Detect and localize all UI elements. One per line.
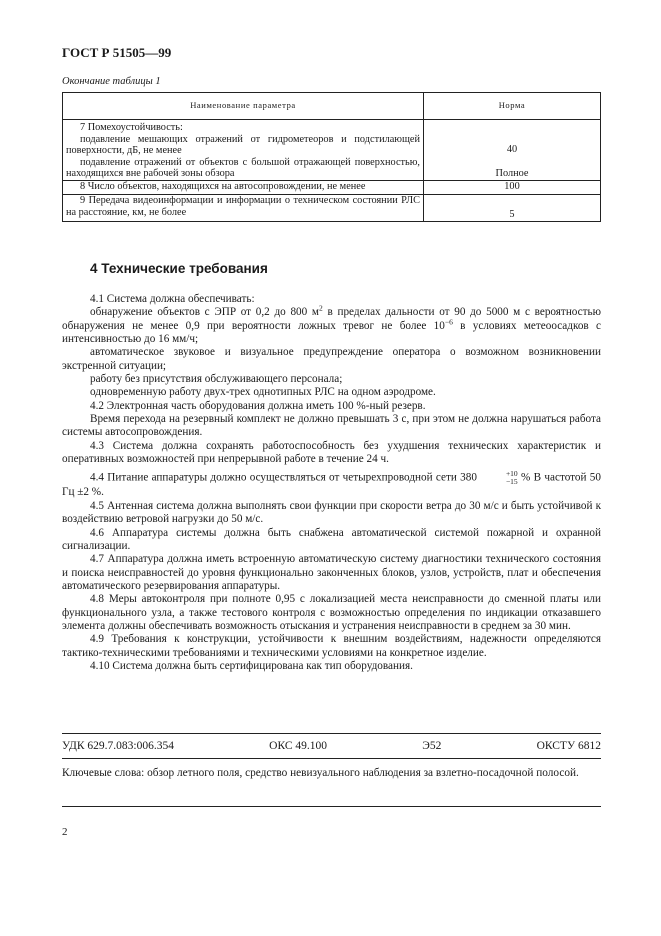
page-number: 2 [62,826,68,838]
table-row [63,181,601,195]
text-run: % В частотой 50 Гц ±2 %. [62,472,601,499]
footer-rule-top [62,733,601,734]
footer-rule-bottom [62,806,601,807]
tolerance-lower: −15 [505,477,518,487]
paragraph: 4.9 Требования к конструкции, устойчивости к внешним воздействиям, надежности определяются тактико-техническими требованиями и техническими условиями на конкретное изделие. [62,633,601,659]
oks-code: ОКС 49.100 [269,740,328,752]
section-body [62,293,601,673]
table-cell-norm: 100 [424,181,601,195]
paragraph: 4.1 Система должна обеспечивать: [90,293,255,305]
udk-code: УДК 629.7.083:006.354 [62,740,174,752]
table-cell-norm: 5 [424,195,601,222]
column-header-norm: Норма [424,93,601,120]
document-header: ГОСТ Р 51505—99 [62,45,172,60]
table-cell-parameter: 8 Число объектов, находящихся на автосопровождении, не менее [63,181,424,195]
text-run: обнаружение объектов с ЭПР от 0,2 до 800 м [90,306,320,319]
classification-codes [62,740,601,752]
parameters-table [62,92,601,222]
norm-value: 40 [506,144,518,155]
okstu-code: ОКСТУ 6812 [536,740,601,752]
paragraph: автоматическое звуковое и визуальное предупреждение оператора о возможном возникновении экстренной ситуации; [62,346,601,372]
table-cell-parameter [63,120,424,181]
table-cell-parameter: 9 Передача видеоинформации и информации о техническом состоянии РЛС на расстояние, км, не более [63,195,424,222]
paragraph: 4.2 Электронная часть оборудования должна иметь 100 %-ный резерв. [90,399,426,412]
paragraph: 4.3 Система должна сохранять работоспособность без ухудшения технических характеристик и оперативных возможностей при непрерывной работе в течение 24 ч. [62,439,601,466]
paragraph: работу без присутствия обслуживающего персонала; [90,373,343,386]
keywords: Ключевые слова: обзор летного поля, средство невизуального наблюдения за взлетно-посадочной полосой. [62,767,579,779]
norm-value: Полное [495,167,529,179]
e-code: Э52 [422,740,442,752]
text-run: 4.4 Питание аппаратуры должно осуществляться от четырехпроводной сети 380 [90,472,477,485]
row-7-title: 7 Помехоустойчивость: [80,122,183,133]
footer-rule-middle [62,758,601,759]
section-title: 4 Технические требования [90,261,268,276]
paragraph: 4.10 Система должна быть сертифицирована как тип оборудования. [90,659,413,672]
row-7-item-1: подавление мешающих отражений от гидрометеоров и подстилающей поверхности, дБ, не менее [66,133,420,157]
table-row [63,120,601,181]
table-header-row [63,93,601,120]
superscript: 2 [319,303,323,313]
tolerance-upper: +10 [505,469,518,479]
paragraph: 4.8 Меры автоконтроля при полноте 0,95 с локализацией места неисправности до сменной платы или функционального узла, а также тестового контроля с возможностью определения по индикации отказавшего элемента должны обеспечивать возможность отыскания и устранения неисправности в среднем за 30 мин. [62,593,601,632]
paragraph: Время перехода на резервный комплект не должно превышать 3 с, при этом не должна нарушаться работа системы автосопровождения. [62,413,601,439]
paragraph [62,470,601,499]
table-row [63,195,601,222]
text-run: в пределах дальности от 90 до 5000 м с вероятностью обнаружения не менее 0,9 при вероятности ложных тревог не более 10 [62,306,601,332]
table-cell-norm [424,120,601,181]
superscript: −6 [444,316,453,326]
paragraph: 4.5 Антенная система должна выполнять свои функции при скорости ветра до 30 м/с и быть устойчивой к воздействию ветровой нагрузки до 50 м/с. [62,499,601,526]
voltage-tolerance [478,470,518,486]
paragraph: одновременную работу двух-трех однотипных РЛС на одном аэродроме. [90,386,436,399]
column-header-parameter: Наименование параметра [63,93,424,120]
paragraph [62,303,601,346]
table-caption: Окончание таблицы 1 [62,76,161,87]
row-7-item-2: подавление отражений от объектов с большой отражающей поверхностью, находящихся вне рабочей зоны обзора [66,156,420,180]
paragraph: 4.6 Аппаратура системы должна быть снабжена автоматической системой пожарной и охранной сигнализации. [62,526,601,552]
paragraph: 4.7 Аппаратура должна иметь встроенную автоматическую систему диагностики технического состояния и поиска неисправностей до уровня функционально законченных блоков, узлов, устройств, плат и обеспечения автоматического резервирования аппаратуры. [62,553,601,592]
text-run: в условиях метеоосадков с интенсивностью до 16 мм/ч; [62,319,601,346]
